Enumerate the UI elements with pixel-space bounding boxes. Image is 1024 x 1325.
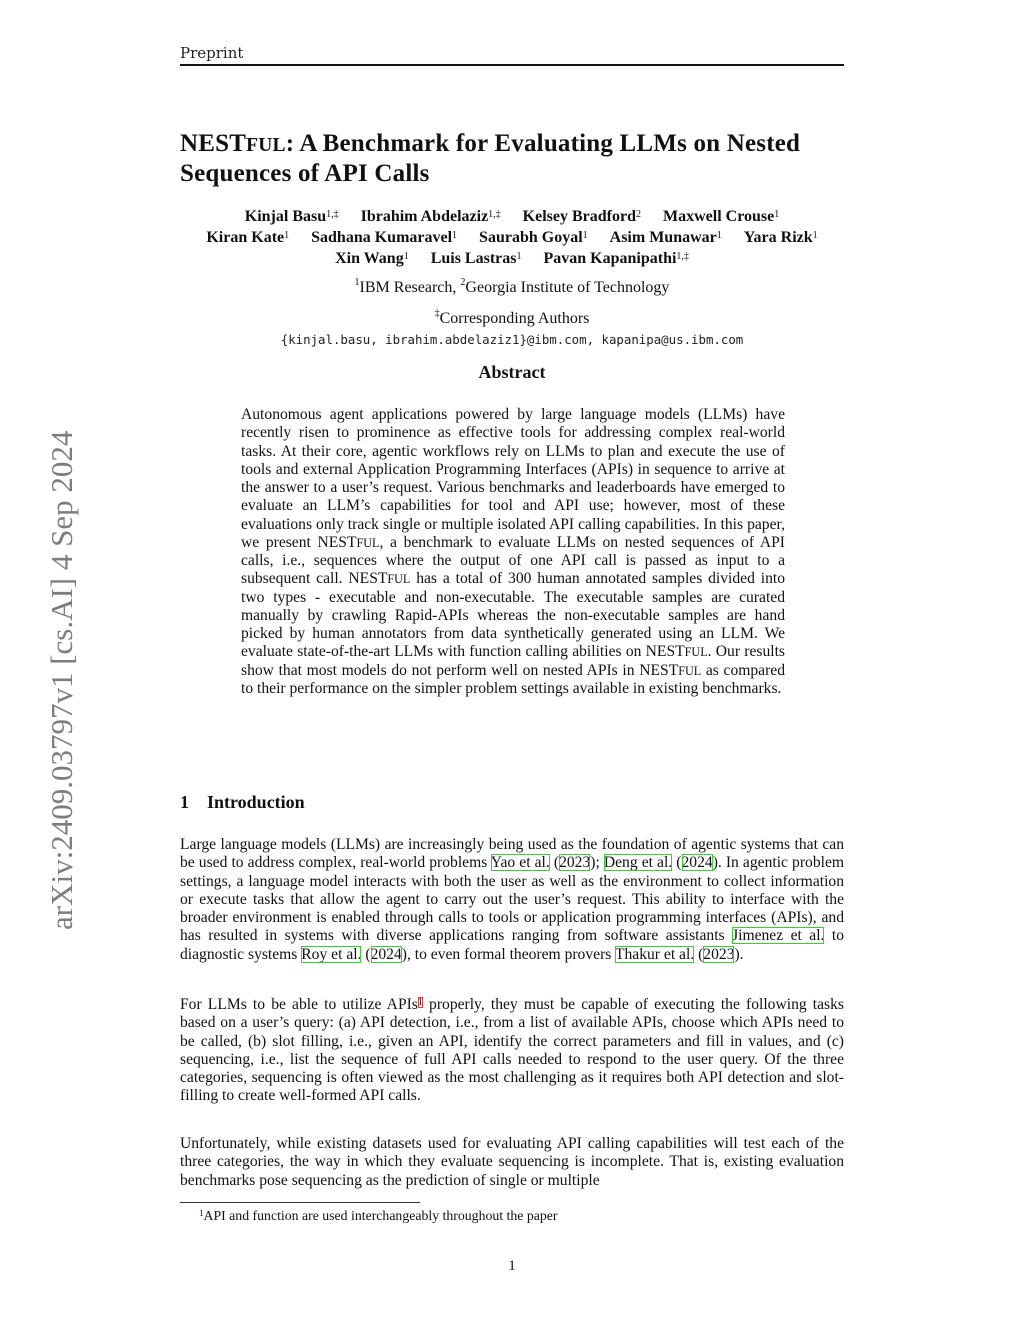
benchmark-name: [646, 643, 708, 660]
author-name: Pavan Kapanipathi: [543, 250, 677, 267]
benchmark-name-prefix: NEST: [348, 570, 388, 588]
author-affiliation-mark: 1: [452, 230, 458, 241]
affiliations: [150, 279, 874, 297]
author-emails: {kinjal.basu, ibrahim.abdelaziz1}@ibm.com, kapanipa@us.ibm.com: [280, 332, 744, 347]
footnote-link[interactable]: 1: [417, 997, 423, 1008]
paragraph-text: (: [361, 945, 371, 963]
citation-link-deng-author[interactable]: Deng et al.: [603, 854, 673, 872]
corresponding-authors-note: [150, 310, 874, 328]
paragraph-text: ), to even formal theorem provers: [401, 945, 615, 963]
header-rule: [180, 64, 844, 66]
author-affiliation-mark: 1: [582, 230, 588, 241]
affiliation-mark: 1: [354, 277, 360, 288]
citation-link-deng-year[interactable]: 2024: [681, 854, 713, 872]
abstract-text: , a benchmark to evaluate LLMs on nested sequences of API calls, i.e., sequences where the output of one API call is passed as input to a subsequent call.: [241, 533, 785, 588]
author-name: Saurabh Goyal: [479, 229, 583, 246]
paragraph-text: (: [549, 854, 560, 872]
abstract-text: . Our results show that most models do not perform well on nested APIs in: [241, 643, 785, 679]
abstract-text: has a total of 300 human annotated samples divided into two types - executable and non-executable. The executable samples are curated manually by crawling Rapid-APIs whereas the non-executable samples are hand picked by human annotators from data synthetically generated using an LLM. We evaluate state-of-the-art LLMs with function calling abilities on: [241, 570, 785, 661]
author: [206, 229, 289, 246]
section-number: 1: [180, 792, 189, 812]
author-name: Kelsey Bradford: [522, 208, 636, 225]
author-line-1: [150, 206, 874, 227]
author: [744, 229, 818, 246]
page-number: 1: [508, 1258, 516, 1274]
arxiv-identifier-stamp: arXiv:2409.03797v1 [cs.AI] 4 Sep 2024: [44, 430, 79, 930]
author-affiliation-mark: 1: [284, 230, 290, 241]
author-affiliation-mark: 1: [812, 230, 818, 241]
footnote-mark: 1: [199, 1208, 204, 1218]
author: [335, 250, 409, 267]
affiliation-ibm: IBM Research,: [359, 279, 461, 296]
author-name: Yara Rizk: [743, 229, 813, 246]
author-affiliation-mark: 1: [716, 230, 722, 241]
author-name: Ibrahim Abdelaziz: [360, 208, 489, 225]
intro-paragraph-3: Unfortunately, while existing datasets used for evaluating API calling capabilities will test each of the three categories, the way in which they evaluate sequencing is incomplete. That is, existing evaluation benchmarks pose sequencing as the prediction of single or multiple: [180, 1135, 844, 1189]
paragraph-text: );: [590, 854, 604, 872]
citation-link-thakur-year[interactable]: 2023: [703, 945, 735, 963]
citation-link-roy-author[interactable]: Roy et al.: [301, 945, 362, 963]
author-affiliation-mark: 1: [516, 251, 522, 262]
citation-link-jimenez[interactable]: Jimenez et al.: [732, 927, 825, 945]
author-line-2: [150, 227, 874, 248]
author-name: Kiran Kate: [206, 229, 285, 246]
author: [311, 229, 457, 246]
section-heading-introduction: [180, 792, 305, 813]
author-name: Kinjal Basu: [244, 208, 327, 225]
paragraph-text: ). In agentic problem settings, a language model interacts with both the user as well as the environment to collect information or execute tasks that allow the agent to carry out the user’s request. This ability to interface with the broader environment is enabled through calls to tools or application programming interfaces (APIs), and has resulted in systems with diverse applications ranging from software assistants: [180, 854, 845, 945]
author: [523, 208, 641, 225]
paragraph-text: (: [694, 945, 704, 963]
author-name: Xin Wang: [335, 250, 404, 267]
running-head: Preprint: [180, 44, 244, 62]
intro-paragraph-1: [180, 836, 844, 964]
benchmark-name-smallcaps: FUL: [684, 645, 708, 660]
author: [663, 208, 779, 225]
abstract-text: Autonomous agent applications powered by large language models (LLMs) have recently risen to prominence as effective tools for addressing complex real-world tasks. At their core, agentic workflows rely on LLMs to plan and execute the use of tools and external Application Programming Interfaces (APIs) in sequence to arrive at the answer to a user’s request. Various benchmarks and leaderboards have emerged to evaluate an LLM’s capabilities for tool and API use; however, most of these evaluations only track single or multiple isolated API calling capabilities. In this paper, we present: [241, 406, 785, 551]
author-name: Maxwell Crouse: [663, 208, 775, 225]
affiliation-mark: 2: [460, 277, 466, 288]
section-title: Introduction: [207, 792, 305, 812]
paragraph-text: For LLMs to be able to utilize APIs: [180, 996, 418, 1013]
footnote-text: API and function are used interchangeably throughout the paper: [203, 1208, 558, 1223]
paper-title: [180, 130, 844, 188]
corresponding-mark: ‡: [434, 308, 440, 319]
title-smallcaps: FUL: [246, 135, 286, 156]
citation-link-roy-year[interactable]: 2024: [370, 945, 402, 963]
title-prefix: NEST: [180, 130, 247, 157]
citation-link-thakur-author[interactable]: Thakur et al.: [614, 945, 695, 963]
benchmark-name: [639, 662, 701, 679]
paragraph-text: to diagnostic systems: [180, 927, 844, 963]
paragraph-text: ).: [734, 945, 744, 963]
intro-paragraph-2: [180, 996, 844, 1106]
benchmark-name-prefix: NEST: [317, 533, 357, 551]
affiliation-georgia-tech: Georgia Institute of Technology: [465, 279, 670, 296]
benchmark-name-prefix: NEST: [639, 661, 679, 679]
benchmark-name-smallcaps: FUL: [356, 535, 380, 550]
author: [361, 208, 501, 225]
corresponding-label: Corresponding Authors: [439, 310, 590, 327]
title-rest: : A Benchmark for Evaluating LLMs on Nested Sequences of API Calls: [180, 130, 801, 187]
author-affiliation-mark: 1,‡: [676, 251, 689, 262]
paragraph-text: Large language models (LLMs) are increasingly being used as the foundation of agentic systems that can be used to address complex, real-world problems: [180, 836, 844, 872]
author-list: [150, 206, 874, 269]
footnote-rule: [180, 1202, 420, 1203]
paragraph-text: properly, they must be capable of executing the following tasks based on a user’s query: (a) API detection, i.e., from a list of available APIs, choose which APIs need to be called, (b) slot filling, i.e., given an API, identify the correct parameters and fill in values, and (c) sequencing, i.e., list the sequence of full API calls needed to respond to the user query. Of the three categories, sequencing is often viewed as the most challenging as it requires both API detection and slot-filling to create well-formed API calls.: [180, 996, 844, 1105]
benchmark-name: [348, 570, 410, 587]
citation-link-yao-year[interactable]: 2023: [559, 854, 591, 872]
benchmark-name-prefix: NEST: [645, 643, 685, 661]
author-line-3: [150, 248, 874, 269]
author: [610, 229, 722, 246]
author: [479, 229, 588, 246]
author: [245, 208, 339, 225]
author-affiliation-mark: 1,‡: [326, 209, 339, 220]
benchmark-name-smallcaps: FUL: [387, 572, 411, 587]
paragraph-text: (: [672, 854, 682, 872]
author-affiliation-mark: 1,‡: [488, 209, 501, 220]
author-affiliation-mark: 2: [636, 209, 641, 220]
benchmark-name: [318, 534, 380, 551]
abstract-body: [241, 406, 785, 698]
author-name: Luis Lastras: [430, 250, 517, 267]
author-affiliation-mark: 1: [403, 251, 409, 262]
author: [431, 250, 522, 267]
author-affiliation-mark: 1: [774, 209, 780, 220]
author: [543, 250, 688, 267]
abstract-text: as compared to their performance on the simpler problem settings available in existing benchmarks.: [241, 661, 785, 697]
author-name: Asim Munawar: [609, 229, 717, 246]
author-name: Sadhana Kumaravel: [311, 229, 453, 246]
benchmark-name-smallcaps: FUL: [678, 663, 702, 678]
abstract-heading: Abstract: [478, 362, 546, 382]
footnote: [199, 1208, 844, 1224]
citation-link-yao-author[interactable]: Yao et al.: [490, 854, 550, 872]
